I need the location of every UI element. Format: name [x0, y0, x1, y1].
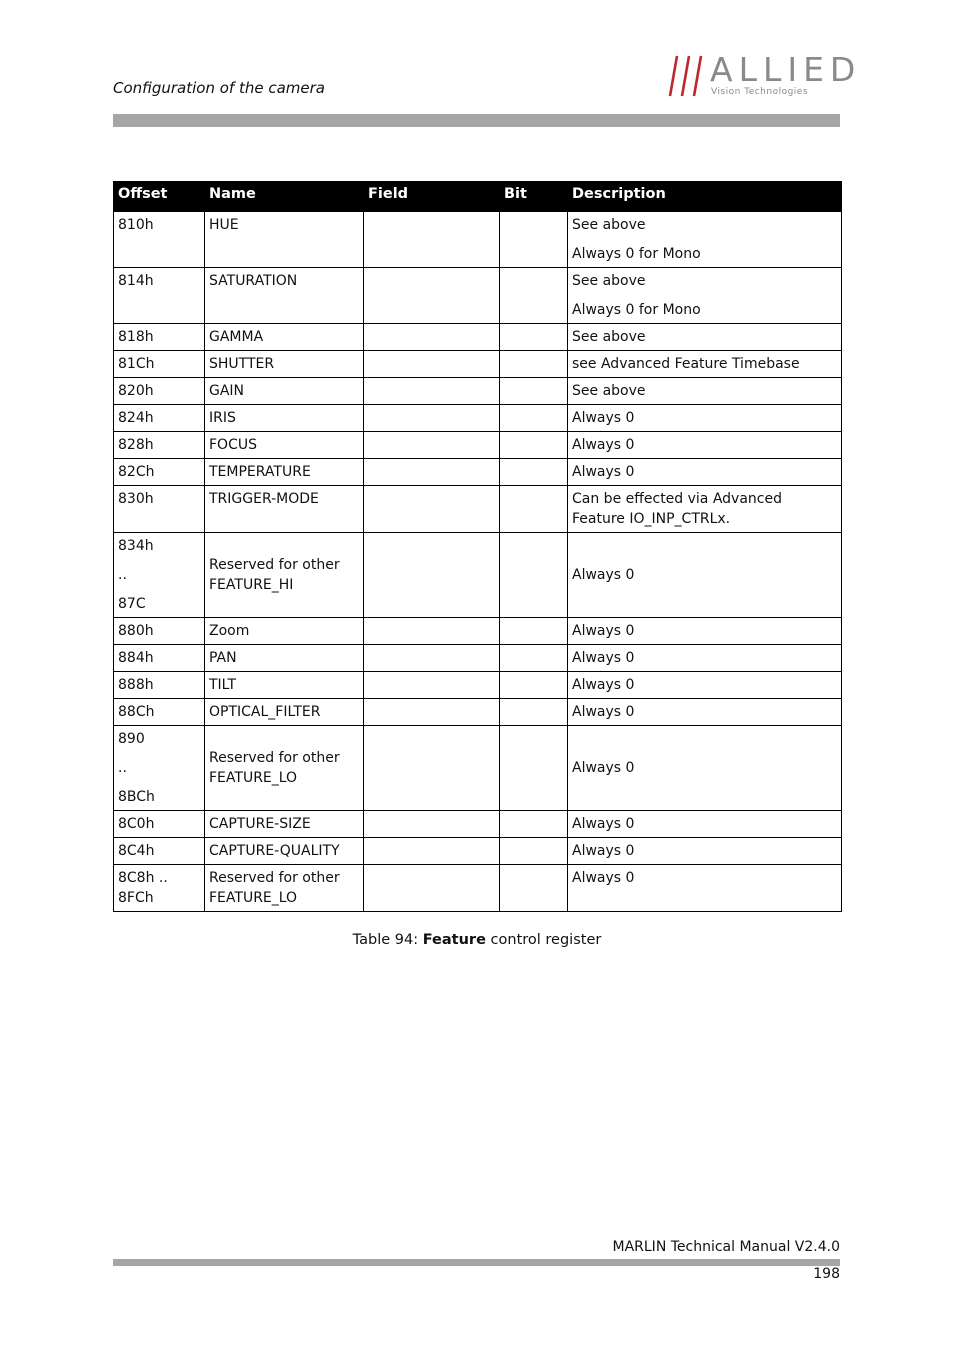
table-row [114, 811, 842, 838]
cell-line: FOCUS [209, 437, 257, 453]
cell-bit [500, 405, 568, 432]
cell-description [568, 699, 842, 726]
cell-line: Always 0 [572, 650, 635, 666]
cell-bit [500, 212, 568, 268]
cell-line: 820h [118, 383, 154, 399]
cell-bit [500, 486, 568, 533]
cell-offset [114, 268, 205, 324]
cell-line: 890 [118, 731, 145, 747]
cell-line: TEMPERATURE [209, 464, 311, 480]
cell-field [364, 533, 500, 618]
cell-line: Always 0 [572, 843, 635, 859]
cell-line: TRIGGER-MODE [209, 491, 319, 507]
table-row [114, 865, 842, 912]
cell-name [205, 405, 364, 432]
logo-subtitle: Vision Technologies [711, 87, 809, 97]
table-row [114, 618, 842, 645]
cell-line: 830h [118, 491, 154, 507]
cell-line: Always 0 [572, 760, 635, 776]
cell-offset [114, 672, 205, 699]
table-header-row [114, 182, 842, 212]
table-row [114, 268, 842, 324]
cell-bit [500, 378, 568, 405]
cell-field [364, 838, 500, 865]
table-row [114, 838, 842, 865]
cell-field [364, 212, 500, 268]
cell-bit [500, 811, 568, 838]
cell-offset [114, 459, 205, 486]
cell-line: 88Ch [118, 704, 155, 720]
cell-line: GAIN [209, 383, 245, 399]
cell-bit [500, 459, 568, 486]
cell-description [568, 726, 842, 811]
feature-control-register-table [113, 181, 842, 912]
cell-offset [114, 533, 205, 618]
cell-offset [114, 405, 205, 432]
table-row [114, 726, 842, 811]
logo-slashes-icon [668, 52, 710, 98]
cell-bit [500, 865, 568, 912]
allied-logo [668, 50, 862, 102]
cell-line: Reserved for other FEATURE_LO [209, 870, 340, 906]
table-row [114, 324, 842, 351]
cell-field [364, 432, 500, 459]
cell-line: Always 0 for Mono [572, 302, 701, 318]
table-row [114, 672, 842, 699]
table-row [114, 378, 842, 405]
cell-name [205, 378, 364, 405]
cell-name [205, 726, 364, 811]
cell-description [568, 672, 842, 699]
cell-line: See above [572, 329, 646, 345]
cell-description [568, 212, 842, 268]
cell-offset [114, 838, 205, 865]
table-caption [0, 932, 954, 948]
cell-description [568, 351, 842, 378]
caption-suffix: control register [485, 932, 602, 948]
cell-name [205, 268, 364, 324]
cell-offset [114, 645, 205, 672]
cell-line: See above [572, 273, 646, 289]
cell-description [568, 811, 842, 838]
cell-field [364, 459, 500, 486]
cell-line: SHUTTER [209, 356, 275, 372]
cell-name [205, 699, 364, 726]
column-header-name: Name [205, 182, 364, 212]
cell-line: Always 0 [572, 704, 635, 720]
cell-field [364, 351, 500, 378]
cell-offset [114, 378, 205, 405]
cell-line: Always 0 [572, 567, 635, 583]
cell-line: TILT [209, 677, 237, 693]
cell-name [205, 533, 364, 618]
cell-line: 8C8h .. 8FCh [118, 870, 168, 906]
cell-offset [114, 324, 205, 351]
column-header-offset: Offset [114, 182, 205, 212]
cell-line: 8BCh [118, 789, 155, 805]
cell-bit [500, 351, 568, 378]
cell-line: Reserved for other FEATURE_LO [209, 750, 340, 786]
cell-bit [500, 672, 568, 699]
running-header-title: Configuration of the camera [113, 79, 325, 97]
footer-manual-title: MARLIN Technical Manual V2.4.0 [612, 1239, 840, 1255]
table-row [114, 351, 842, 378]
cell-line: Always 0 [572, 410, 635, 426]
cell-line: PAN [209, 650, 237, 666]
cell-line: Always 0 [572, 464, 635, 480]
cell-offset [114, 432, 205, 459]
cell-name [205, 672, 364, 699]
cell-line: Reserved for other FEATURE_HI [209, 557, 340, 593]
column-header-bit: Bit [500, 182, 568, 212]
cell-offset [114, 726, 205, 811]
cell-line: HUE [209, 217, 239, 233]
cell-line: CAPTURE-SIZE [209, 816, 311, 832]
cell-description [568, 378, 842, 405]
cell-name [205, 459, 364, 486]
cell-field [364, 645, 500, 672]
cell-line: GAMMA [209, 329, 264, 345]
cell-line: Can be effected via Advanced Feature IO_INP_CTRLx. [572, 491, 782, 527]
cell-line: 82Ch [118, 464, 155, 480]
table-row [114, 645, 842, 672]
cell-line: 818h [118, 329, 154, 345]
logo-wordmark: ALLIED [710, 50, 862, 89]
cell-offset [114, 486, 205, 533]
cell-name [205, 324, 364, 351]
cell-line: Always 0 [572, 623, 635, 639]
cell-line: Zoom [209, 623, 250, 639]
cell-line: see Advanced Feature Timebase [572, 356, 800, 372]
cell-line: Always 0 [572, 870, 635, 886]
header-rule [113, 114, 840, 127]
cell-offset [114, 865, 205, 912]
cell-line: 884h [118, 650, 154, 666]
cell-description [568, 618, 842, 645]
cell-bit [500, 699, 568, 726]
cell-bit [500, 618, 568, 645]
table-row [114, 533, 842, 618]
cell-name [205, 432, 364, 459]
table-row [114, 486, 842, 533]
cell-field [364, 268, 500, 324]
cell-offset [114, 811, 205, 838]
cell-field [364, 726, 500, 811]
cell-line: 814h [118, 273, 154, 289]
cell-line: See above [572, 217, 646, 233]
cell-line: OPTICAL_FILTER [209, 704, 321, 720]
cell-line: .. [118, 567, 127, 583]
cell-name [205, 811, 364, 838]
cell-line: 8C4h [118, 843, 155, 859]
cell-field [364, 486, 500, 533]
column-header-field: Field [364, 182, 500, 212]
cell-description [568, 268, 842, 324]
cell-line: Always 0 [572, 677, 635, 693]
page-number: 198 [813, 1266, 840, 1282]
cell-description [568, 838, 842, 865]
cell-line: 888h [118, 677, 154, 693]
caption-prefix: Table 94: [352, 932, 423, 948]
cell-bit [500, 726, 568, 811]
cell-field [364, 672, 500, 699]
cell-line: 880h [118, 623, 154, 639]
cell-bit [500, 533, 568, 618]
cell-line: See above [572, 383, 646, 399]
cell-line: Always 0 [572, 816, 635, 832]
cell-field [364, 811, 500, 838]
cell-offset [114, 699, 205, 726]
cell-description [568, 324, 842, 351]
cell-field [364, 618, 500, 645]
cell-line: 828h [118, 437, 154, 453]
cell-line: Always 0 for Mono [572, 246, 701, 262]
cell-bit [500, 324, 568, 351]
table-row [114, 405, 842, 432]
cell-name [205, 486, 364, 533]
cell-description [568, 645, 842, 672]
cell-description [568, 459, 842, 486]
table-row [114, 432, 842, 459]
cell-line: .. [118, 760, 127, 776]
cell-name [205, 212, 364, 268]
cell-field [364, 865, 500, 912]
table-body [114, 212, 842, 912]
cell-description [568, 405, 842, 432]
cell-field [364, 405, 500, 432]
cell-line: 824h [118, 410, 154, 426]
cell-line: 8C0h [118, 816, 155, 832]
cell-offset [114, 351, 205, 378]
footer-rule [113, 1259, 840, 1266]
cell-line: CAPTURE-QUALITY [209, 843, 340, 859]
cell-bit [500, 838, 568, 865]
cell-description [568, 533, 842, 618]
cell-field [364, 324, 500, 351]
cell-description [568, 865, 842, 912]
cell-offset [114, 618, 205, 645]
cell-line: 87C [118, 596, 146, 612]
cell-line: Always 0 [572, 437, 635, 453]
cell-offset [114, 212, 205, 268]
cell-line: 834h [118, 538, 154, 554]
cell-line: 81Ch [118, 356, 155, 372]
cell-name [205, 351, 364, 378]
column-header-description: Description [568, 182, 842, 212]
table-row [114, 459, 842, 486]
table-row [114, 212, 842, 268]
cell-name [205, 838, 364, 865]
cell-field [364, 378, 500, 405]
cell-description [568, 486, 842, 533]
cell-name [205, 645, 364, 672]
caption-bold: Feature [422, 932, 486, 948]
cell-field [364, 699, 500, 726]
cell-name [205, 618, 364, 645]
cell-bit [500, 645, 568, 672]
cell-name [205, 865, 364, 912]
cell-line: 810h [118, 217, 154, 233]
cell-line: SATURATION [209, 273, 298, 289]
cell-line: IRIS [209, 410, 236, 426]
cell-bit [500, 268, 568, 324]
table-row [114, 699, 842, 726]
cell-bit [500, 432, 568, 459]
cell-description [568, 432, 842, 459]
